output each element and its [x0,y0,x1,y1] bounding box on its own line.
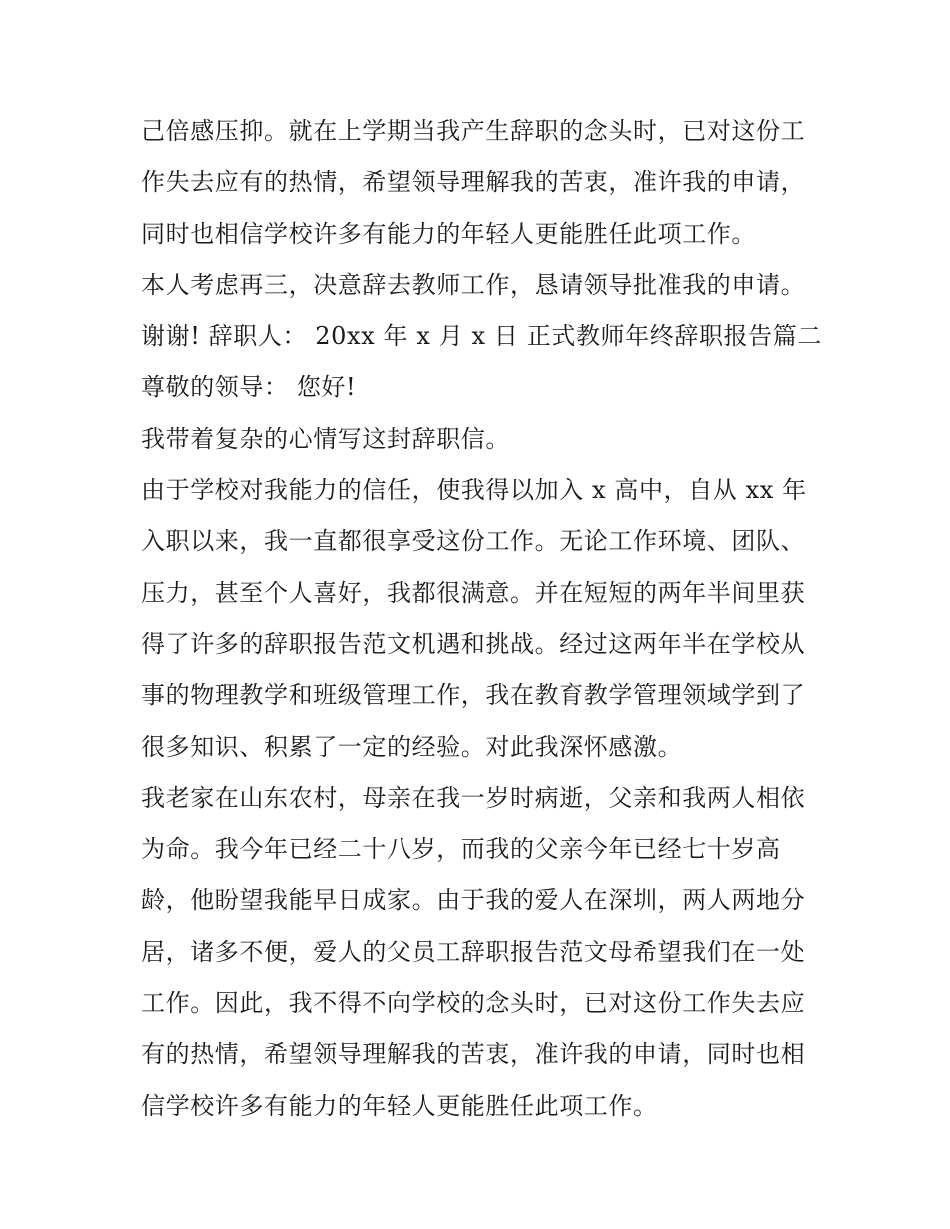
text-line: 尊敬的领导： 您好! [141,373,357,402]
text-line: 我老家在山东农村，母亲在我一岁时病逝，父亲和我两人相依 [141,783,806,812]
text-line: 压力，甚至个人喜好，我都很满意。并在短短的两年半间里获 [141,578,806,607]
text-line: 很多知识、积累了一定的经验。对此我深怀感激。 [141,732,683,761]
text-line: 我带着复杂的心情写这封辞职信。 [141,424,510,453]
text-line: 工作。因此，我不得不向学校的念头时，已对这份工作失去应 [141,989,806,1018]
text-line: 入职以来，我一直都很享受这份工作。无论工作环境、团队、 [141,527,806,556]
text-line: 由于学校对我能力的信任，使我得以加入 x 高中，自从 xx 年 [141,476,807,505]
text-line: 作失去应有的热情，希望领导理解我的苦衷，准许我的申请， [141,168,806,197]
text-line: 谢谢! 辞职人： 20xx 年 x 月 x 日 正式教师年终辞职报告篇二 [141,322,822,351]
text-line: 有的热情，希望领导理解我的苦衷，准许我的申请，同时也相 [141,1040,806,1069]
text-line: 为命。我今年已经二十八岁，而我的父亲今年已经七十岁高 [141,835,781,864]
text-line: 己倍感压抑。就在上学期当我产生辞职的念头时，已对这份工 [141,117,806,145]
text-line: 居，诸多不便，爱人的父员工辞职报告范文母希望我们在一处 [141,937,806,966]
text-line: 事的物理教学和班级管理工作，我在教育教学管理领域学到了 [141,681,806,710]
document-body [141,106,821,1132]
text-line: 信学校许多有能力的年轻人更能胜任此项工作。 [141,1091,658,1120]
text-line: 龄，他盼望我能早日成家。由于我的爱人在深圳，两人两地分 [141,886,806,915]
text-line: 同时也相信学校许多有能力的年轻人更能胜任此项工作。 [141,219,756,248]
text-line: 本人考虑再三，决意辞去教师工作，恳请领导批准我的申请。 [141,270,806,299]
text-line: 得了许多的辞职报告范文机遇和挑战。经过这两年半在学校从 [141,629,806,658]
